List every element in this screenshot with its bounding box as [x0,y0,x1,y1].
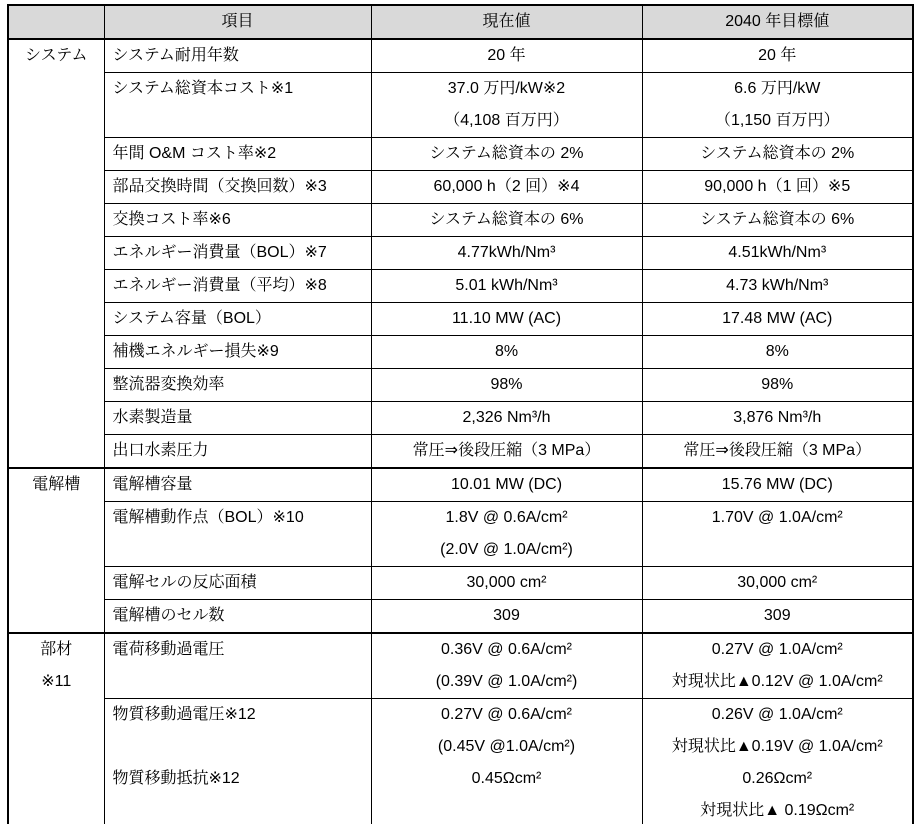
item-cell [104,402,371,435]
cell-line: システム総資本の 2% [700,145,855,162]
cell-line: 年間 O&M コスト率※2 [112,145,277,162]
target-value-cell [642,763,913,824]
cell-line: システム総資本コスト※1 [112,80,294,97]
table-row [8,73,913,138]
item-cell [104,336,371,369]
cell-line: 物質移動抵抗※12 [112,770,240,787]
item-cell [104,303,371,336]
cell-line: 水素製造量 [112,409,193,426]
cell-line: 補機エネルギー損失※9 [112,343,279,360]
current-value-cell [371,369,642,402]
cell-line: 20 年 [758,47,797,64]
table-body [8,39,913,824]
cell-line: 17.48 MW (AC) [722,310,833,327]
table-row [8,369,913,402]
current-value-cell [371,600,642,634]
current-value-cell [371,567,642,600]
cell-line: 309 [493,607,520,624]
current-value-cell [371,336,642,369]
cell-line: システム総資本の 6% [700,211,855,228]
item-cell [104,567,371,600]
cell-line: 15.76 MW (DC) [721,476,833,493]
cell-line: (2.0V @ 1.0A/cm²) [440,541,573,558]
table-row [8,567,913,600]
spec-table [7,4,914,824]
cell-line: 整流器変換効率 [112,376,225,393]
group-label-cell [8,633,104,824]
cell-line: エネルギー消費量（BOL）※7 [112,244,327,261]
target-value-cell [642,138,913,171]
table-row [8,237,913,270]
item-cell [104,73,371,138]
cell-line: 11.10 MW (AC) [451,310,562,327]
header-cell-group [8,5,104,39]
header-cell-current: 現在値 [371,5,642,39]
cell-line: 1.8V @ 0.6A/cm² [445,509,568,526]
cell-line: 0.26V @ 1.0A/cm² [711,706,843,723]
cell-line: 部品交換時間（交換回数）※3 [112,178,327,195]
target-value-cell [642,39,913,73]
table-row [8,600,913,634]
current-value-cell [371,138,642,171]
group-label-cell [8,39,104,468]
item-cell [104,435,371,469]
item-cell [104,699,371,764]
cell-line: 出口水素圧力 [112,442,209,459]
cell-line: 98% [490,376,523,393]
current-value-cell [371,699,642,764]
cell-line: 電解セルの反応面積 [112,574,257,591]
target-value-cell [642,303,913,336]
table-row [8,633,913,699]
target-value-cell [642,600,913,634]
current-value-cell [371,39,642,73]
target-value-cell [642,237,913,270]
item-cell [104,369,371,402]
cell-line: 3,876 Nm³/h [733,409,822,426]
cell-line: 電解槽容量 [112,476,193,493]
item-cell [104,600,371,634]
cell-line: 対現状比▲0.12V @ 1.0A/cm² [671,673,883,690]
target-value-cell [642,435,913,469]
current-value-cell [371,468,642,502]
current-value-cell [371,435,642,469]
cell-line: 部材 [40,641,73,658]
table-row [8,138,913,171]
cell-line: 電解槽 [32,476,81,493]
group-label-cell [8,468,104,633]
cell-line: 30,000 cm² [737,574,818,591]
item-cell [104,204,371,237]
cell-line: 60,000 h（2 回）※4 [433,178,580,195]
cell-line: 対現状比▲ 0.19Ωcm² [700,802,855,819]
cell-line: システム総資本の 2% [429,145,584,162]
target-value-cell [642,402,913,435]
cell-line: 常圧⇒後段圧縮（3 MPa） [683,442,872,459]
header-row [8,5,913,39]
target-value-cell [642,699,913,764]
target-value-cell [642,633,913,699]
item-cell [104,633,371,699]
cell-line: 常圧⇒後段圧縮（3 MPa） [412,442,601,459]
cell-line: システム容量（BOL） [112,310,271,327]
table-row [8,336,913,369]
item-cell [104,237,371,270]
current-value-cell [371,171,642,204]
cell-line: 8% [765,343,789,360]
target-value-cell [642,502,913,567]
cell-line: 4.73 kWh/Nm³ [726,277,829,294]
item-cell [104,138,371,171]
table-row [8,171,913,204]
cell-line: 6.6 万円/kW [734,80,821,97]
cell-line: 1.70V @ 1.0A/cm² [711,509,843,526]
cell-line: （4,108 百万円） [444,112,569,129]
table-row [8,435,913,469]
table-row [8,402,913,435]
target-value-cell [642,171,913,204]
target-value-cell [642,270,913,303]
cell-line: 4.51kWh/Nm³ [728,244,827,261]
cell-line: 0.36V @ 0.6A/cm² [441,641,572,658]
cell-line: 2,326 Nm³/h [462,409,551,426]
cell-line: 4.77kWh/Nm³ [457,244,556,261]
cell-line: 98% [761,376,794,393]
cell-line: 電解槽動作点（BOL）※10 [112,509,304,526]
cell-line: 10.01 MW (DC) [450,476,563,493]
target-value-cell [642,73,913,138]
cell-line: 5.01 kWh/Nm³ [455,277,558,294]
item-cell [104,39,371,73]
cell-line: 対現状比▲0.19V @ 1.0A/cm² [671,738,883,755]
cell-line: システム [25,47,88,64]
cell-line: 0.45Ωcm² [471,770,542,787]
table-row [8,468,913,502]
cell-line: 電解槽のセル数 [112,607,225,624]
cell-line: 37.0 万円/kW※2 [447,80,566,97]
cell-line: 8% [494,343,519,360]
table-row [8,204,913,237]
current-value-cell [371,633,642,699]
table-row [8,270,913,303]
cell-line: （1,150 百万円） [715,112,840,129]
cell-line: ※11 [41,673,72,690]
cell-line: システム耐用年数 [112,47,239,64]
item-cell [104,171,371,204]
cell-line: 30,000 cm² [466,574,547,591]
cell-line: 90,000 h（1 回）※5 [704,178,851,195]
header-cell-item: 項目 [104,5,371,39]
current-value-cell [371,303,642,336]
item-cell [104,502,371,567]
target-value-cell [642,336,913,369]
cell-line: 309 [763,607,791,624]
cell-line: 0.27V @ 1.0A/cm² [711,641,843,658]
cell-line: 物質移動過電圧※12 [112,706,256,723]
cell-line: 20 年 [487,47,526,64]
target-value-cell [642,204,913,237]
cell-line: システム総資本の 6% [429,211,584,228]
table-row [8,39,913,73]
current-value-cell [371,204,642,237]
target-value-cell [642,567,913,600]
item-cell [104,270,371,303]
cell-line: エネルギー消費量（平均）※8 [112,277,327,294]
header-cell-target: 2040 年目標値 [642,5,913,39]
target-value-cell [642,468,913,502]
cell-line: 0.27V @ 0.6A/cm² [441,706,572,723]
table-row [8,699,913,764]
cell-line: (0.45V @1.0A/cm²) [437,738,576,755]
current-value-cell [371,402,642,435]
cell-line: 交換コスト率※6 [112,211,231,228]
cell-line: 0.26Ωcm² [742,770,813,787]
current-value-cell [371,270,642,303]
cell-line: 電荷移動過電圧 [112,641,225,658]
table-row [8,502,913,567]
table-row [8,763,913,824]
item-cell [104,468,371,502]
cell-line: (0.39V @ 1.0A/cm²) [435,673,578,690]
item-cell [104,763,371,824]
current-value-cell [371,73,642,138]
current-value-cell [371,237,642,270]
current-value-cell [371,763,642,824]
target-value-cell [642,369,913,402]
current-value-cell [371,502,642,567]
table-row [8,303,913,336]
